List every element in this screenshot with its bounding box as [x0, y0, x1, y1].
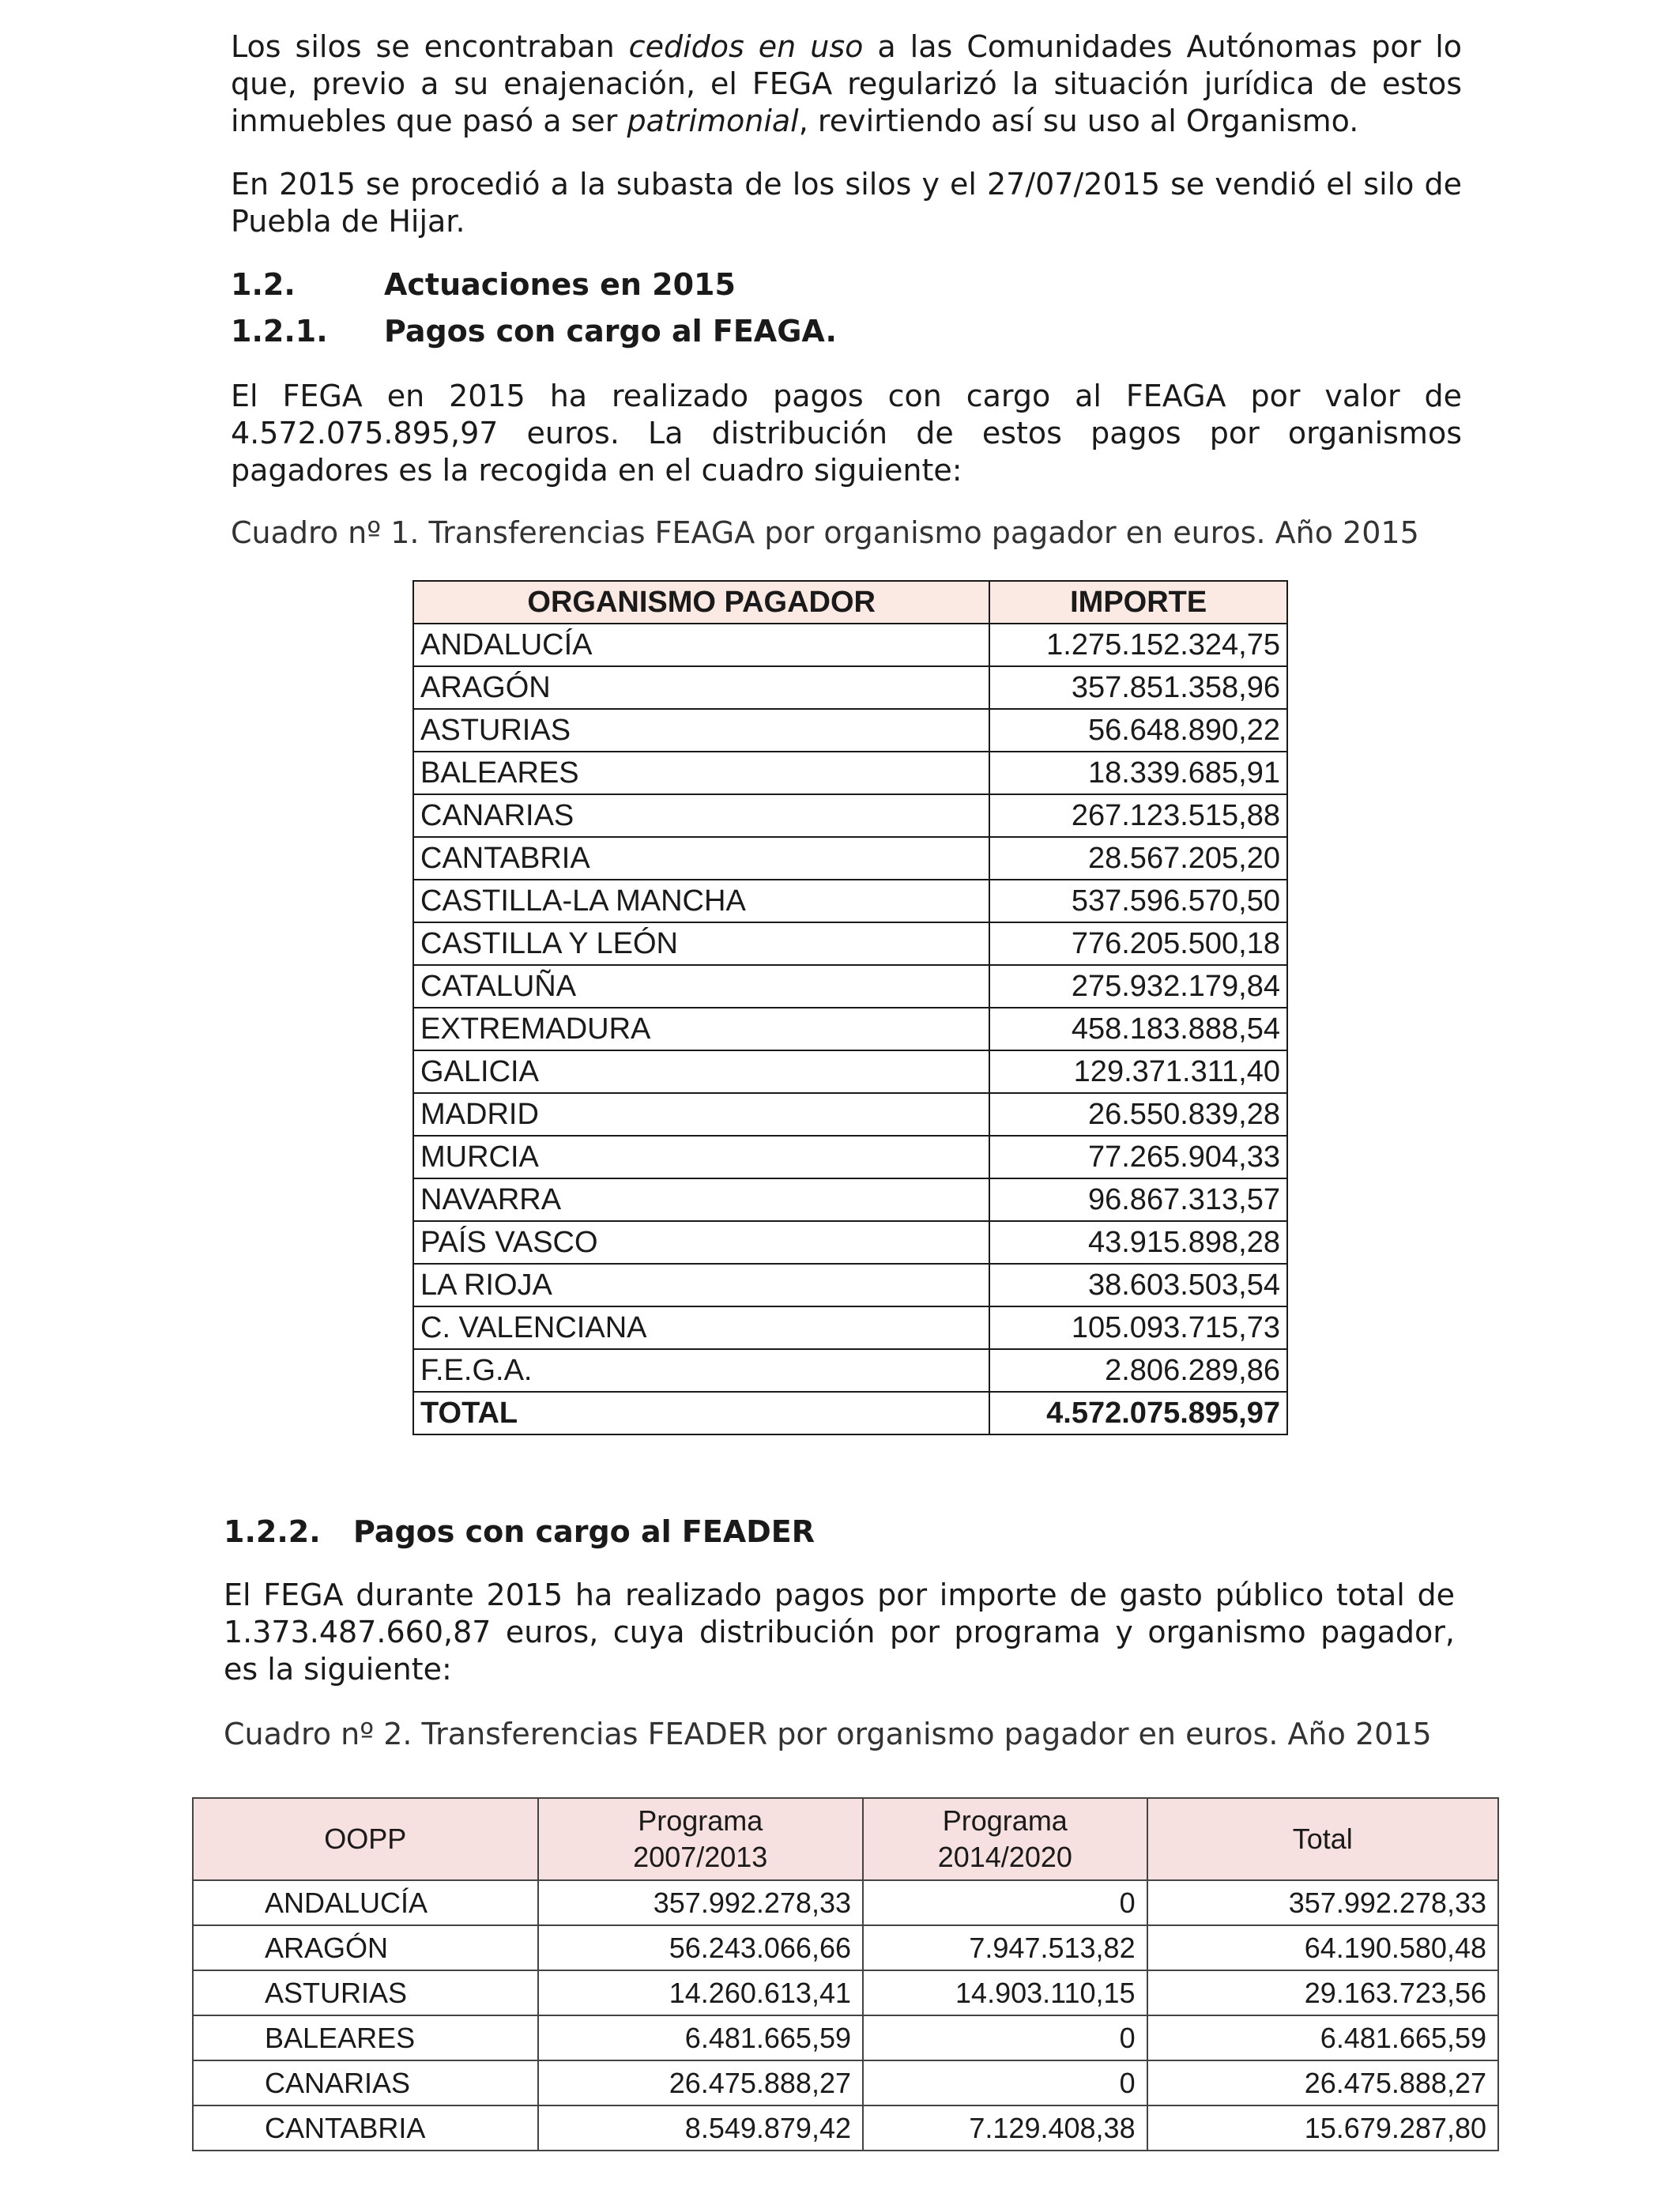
programa-2007-2013-cell: 26.475.888,27 [538, 2060, 863, 2105]
total-cell: 15.679.287,80 [1147, 2105, 1498, 2151]
organismo-cell: CANARIAS [413, 794, 989, 837]
programa-2007-2013-cell: 56.243.066,66 [538, 1925, 863, 1970]
organismo-cell: CANTABRIA [413, 837, 989, 880]
programa-2014-2020-cell: 7.947.513,82 [863, 1925, 1147, 1970]
importe-cell: 776.205.500,18 [989, 922, 1287, 965]
table-row [413, 794, 1287, 837]
organismo-cell: ARAGÓN [413, 666, 989, 709]
table-row [413, 709, 1287, 752]
table-row [193, 1880, 1498, 1925]
table-row [413, 1136, 1287, 1178]
column-header-oopp: OOPP [193, 1798, 538, 1880]
caption-cuadro-1: Cuadro nº 1. Transferencias FEAGA por organismo pagador en euros. Año 2015 [231, 515, 1419, 550]
importe-cell: 458.183.888,54 [989, 1008, 1287, 1050]
table-row [413, 965, 1287, 1008]
table-row [413, 666, 1287, 709]
table-row [193, 1970, 1498, 2015]
table-row [413, 837, 1287, 880]
heading-1-2-1: 1.2.1. Pagos con cargo al FEAGA. [231, 314, 837, 349]
organismo-cell: EXTREMADURA [413, 1008, 989, 1050]
table-row [193, 2105, 1498, 2151]
programa-2007-2013-cell: 8.549.879,42 [538, 2105, 863, 2151]
organismo-cell: CATALUÑA [413, 965, 989, 1008]
table-row [413, 1008, 1287, 1050]
table-row [413, 1093, 1287, 1136]
organismo-cell: C. VALENCIANA [413, 1306, 989, 1349]
table-row [413, 1050, 1287, 1093]
table-row [413, 1306, 1287, 1349]
importe-cell: 38.603.503,54 [989, 1264, 1287, 1306]
importe-cell: 267.123.515,88 [989, 794, 1287, 837]
table-row [193, 1925, 1498, 1970]
table-row [193, 2015, 1498, 2060]
organismo-cell: F.E.G.A. [413, 1349, 989, 1392]
paragraph-subasta-silos: En 2015 se procedió a la subasta de los silos y el 27/07/2015 se vendió el silo de Puebla de Hijar. [231, 167, 1462, 239]
table-row [413, 624, 1287, 666]
importe-cell: 129.371.311,40 [989, 1050, 1287, 1093]
paragraph-feader-intro: El FEGA durante 2015 ha realizado pagos por importe de gasto público total de 1.373.487.660,87 euros, cuya distribución por programa y organismo pagador, es la siguiente: [224, 1578, 1455, 1687]
total-cell: 64.190.580,48 [1147, 1925, 1498, 1970]
organismo-cell: LA RIOJA [413, 1264, 989, 1306]
oopp-cell: ARAGÓN [193, 1925, 538, 1970]
programa-2014-2020-cell: 0 [863, 2015, 1147, 2060]
programa-2007-2013-cell: 6.481.665,59 [538, 2015, 863, 2060]
total-cell: 357.992.278,33 [1147, 1880, 1498, 1925]
table-row [413, 1178, 1287, 1221]
organismo-cell: CASTILLA Y LEÓN [413, 922, 989, 965]
organismo-cell: ASTURIAS [413, 709, 989, 752]
programa-2014-2020-cell: 0 [863, 2060, 1147, 2105]
total-importe-cell: 4.572.075.895,97 [989, 1392, 1287, 1434]
caption-cuadro-2: Cuadro nº 2. Transferencias FEADER por organismo pagador en euros. Año 2015 [224, 1717, 1432, 1751]
importe-cell: 2.806.289,86 [989, 1349, 1287, 1392]
total-row [413, 1392, 1287, 1434]
importe-cell: 18.339.685,91 [989, 752, 1287, 794]
organismo-cell: MADRID [413, 1093, 989, 1136]
importe-cell: 537.596.570,50 [989, 880, 1287, 922]
oopp-cell: ASTURIAS [193, 1970, 538, 2015]
oopp-cell: BALEARES [193, 2015, 538, 2060]
column-header-importe: IMPORTE [989, 581, 1287, 624]
importe-cell: 1.275.152.324,75 [989, 624, 1287, 666]
importe-cell: 56.648.890,22 [989, 709, 1287, 752]
table-feaga-transferencias [412, 580, 1288, 1435]
heading-1-2-2: 1.2.2. Pagos con cargo al FEADER [224, 1514, 815, 1549]
programa-2014-2020-cell: 7.129.408,38 [863, 2105, 1147, 2151]
table-header-row [193, 1798, 1498, 1880]
table-row [193, 2060, 1498, 2105]
total-cell: 6.481.665,59 [1147, 2015, 1498, 2060]
programa-2014-2020-cell: 14.903.110,15 [863, 1970, 1147, 2015]
programa-2007-2013-cell: 357.992.278,33 [538, 1880, 863, 1925]
column-header-programa-2007-2013: Programa 2007/2013 [538, 1798, 863, 1880]
paragraph-feaga-intro: El FEGA en 2015 ha realizado pagos con cargo al FEAGA por valor de 4.572.075.895,97 euros. La distribución de estos pagos por organismos pagadores es la recogida en el cuadro siguiente: [231, 379, 1462, 488]
heading-1-2: 1.2. Actuaciones en 2015 [231, 267, 736, 302]
importe-cell: 96.867.313,57 [989, 1178, 1287, 1221]
importe-cell: 105.093.715,73 [989, 1306, 1287, 1349]
programa-2014-2020-cell: 0 [863, 1880, 1147, 1925]
organismo-cell: CASTILLA-LA MANCHA [413, 880, 989, 922]
column-header-organismo: ORGANISMO PAGADOR [413, 581, 989, 624]
column-header-programa-2014-2020: Programa 2014/2020 [863, 1798, 1147, 1880]
table-row [413, 922, 1287, 965]
total-cell: 29.163.723,56 [1147, 1970, 1498, 2015]
importe-cell: 43.915.898,28 [989, 1221, 1287, 1264]
importe-cell: 77.265.904,33 [989, 1136, 1287, 1178]
organismo-cell: MURCIA [413, 1136, 989, 1178]
table-header-row [413, 581, 1287, 624]
programa-2007-2013-cell: 14.260.613,41 [538, 1970, 863, 2015]
table-feader-transferencias [192, 1797, 1499, 2151]
organismo-cell: NAVARRA [413, 1178, 989, 1221]
table-row [413, 1349, 1287, 1392]
organismo-cell: BALEARES [413, 752, 989, 794]
table-row [413, 1264, 1287, 1306]
table-row [413, 880, 1287, 922]
oopp-cell: CANARIAS [193, 2060, 538, 2105]
importe-cell: 28.567.205,20 [989, 837, 1287, 880]
column-header-total: Total [1147, 1798, 1498, 1880]
importe-cell: 275.932.179,84 [989, 965, 1287, 1008]
total-cell: 26.475.888,27 [1147, 2060, 1498, 2105]
table-row [413, 1221, 1287, 1264]
organismo-cell: GALICIA [413, 1050, 989, 1093]
organismo-cell: PAÍS VASCO [413, 1221, 989, 1264]
paragraph-silos-cedidos: Los silos se encontraban cedidos en uso a las Comunidades Autónomas por lo que, previo a su enajenación, el FEGA regularizó la situación jurídica de estos inmuebles que pasó a ser patrimonial, revirtiendo así su uso al Organismo. [231, 29, 1462, 138]
table-row [413, 752, 1287, 794]
importe-cell: 26.550.839,28 [989, 1093, 1287, 1136]
oopp-cell: CANTABRIA [193, 2105, 538, 2151]
total-label-cell: TOTAL [413, 1392, 989, 1434]
importe-cell: 357.851.358,96 [989, 666, 1287, 709]
organismo-cell: ANDALUCÍA [413, 624, 989, 666]
oopp-cell: ANDALUCÍA [193, 1880, 538, 1925]
